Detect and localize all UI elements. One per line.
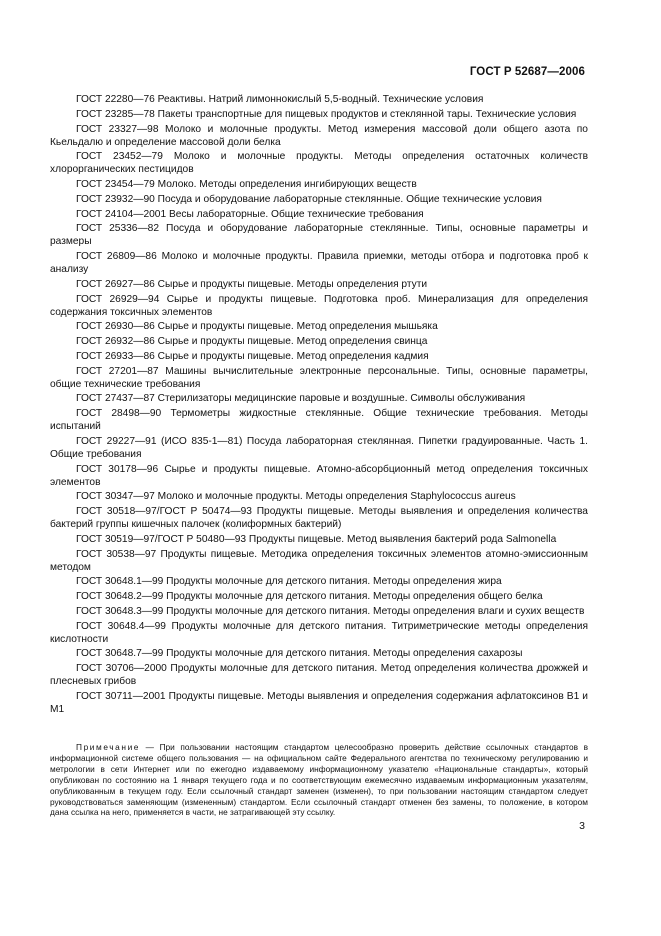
reference-item	[50, 606, 588, 619]
reference-item	[50, 124, 588, 150]
reference-code: ГОСТ 30178—96	[76, 463, 159, 475]
reference-title: Молоко и молочные продукты. Методы определения остаточных количеств хлорорганических пестицидов	[50, 151, 588, 176]
reference-code: ГОСТ 30519—97/ГОСТ Р 50480—93	[76, 533, 247, 545]
reference-code: ГОСТ 30706—2000	[76, 663, 167, 675]
reference-code: ГОСТ 30648.4—99	[76, 620, 166, 632]
reference-title: Весы лабораторные. Общие технические требования	[168, 208, 424, 220]
reference-item	[50, 223, 588, 249]
reference-title: Продукты пищевые. Метод выявления бактерий рода Salmonella	[248, 533, 557, 545]
reference-title: Молоко и молочные продукты. Методы определения Staphylococcus aureus	[157, 491, 516, 503]
reference-item	[50, 251, 588, 277]
reference-item	[50, 366, 588, 392]
reference-item	[50, 209, 588, 222]
reference-title: Продукты пищевые. Методика определения токсичных элементов атомно-эмиссионным методом	[50, 548, 588, 573]
reference-code: ГОСТ 26933—86	[76, 350, 155, 362]
reference-title: Машины вычислительные электронные персональные. Типы, основные параметры, общие технические требования	[50, 365, 588, 390]
reference-code: ГОСТ 23327—98	[76, 123, 159, 135]
reference-item	[50, 534, 588, 547]
reference-item	[50, 491, 588, 504]
reference-code: ГОСТ 29227—91 (ИСО 835-1—81)	[76, 435, 243, 447]
note-text: — При пользовании настоящим стандартом целесообразно проверить действие ссылочных стандартов в информационной системе общего пользования — на официальном сайте Федерального агентства по техническому регулированию и метрологии в сети Интернет или по ежегодно издаваемому информационному указателю «Национальные стандарты», который опубликован по состоянию на 1 января текущего года и по соответствующим ежемесячно издаваемым информационным указателям, опубликованным в текущем году. Если ссылочный стандарт заменен (изменен), то при пользовании настоящим стандартом следует руководствоваться заменяющим (измененным) стандартом. Если ссылочный стандарт отменен без замены, то положение, в котором дана ссылка на него, применяется в части, не затрагивающей эту ссылку.	[50, 742, 588, 818]
reference-item	[50, 408, 588, 434]
reference-code: ГОСТ 30538—97	[76, 548, 157, 560]
reference-code: ГОСТ 23454—79	[76, 179, 155, 190]
reference-title: Посуда и оборудование лабораторные стеклянные. Типы, основные параметры и размеры	[50, 223, 589, 248]
reference-code: ГОСТ 30711—2001	[76, 690, 166, 702]
reference-code: ГОСТ 25336—82	[76, 223, 159, 235]
reference-title: Реактивы. Натрий лимоннокислый 5,5-водный. Технические условия	[157, 94, 484, 105]
reference-code: ГОСТ 24104—2001	[76, 208, 167, 220]
reference-code: ГОСТ 26930—86	[76, 321, 155, 333]
reference-item	[50, 621, 588, 647]
reference-title: Посуда лабораторная стеклянная. Пипетки градуированные. Часть 1. Общие требования	[50, 435, 588, 460]
reference-title: Продукты молочные для детского питания. Методы определения влаги и сухих веществ	[166, 605, 585, 617]
reference-code: ГОСТ 23285—78	[76, 108, 155, 120]
reference-item	[50, 506, 588, 532]
reference-item	[50, 549, 588, 575]
reference-title: Сырье и продукты пищевые. Подготовка проб. Минерализация для определения содержания токсичных элементов	[50, 293, 588, 318]
reference-title: Продукты пищевые. Методы выявления и определения количества бактерий группы кишечных палочек (колиформных бактерий)	[50, 506, 588, 530]
reference-code: ГОСТ 22280—76	[76, 94, 155, 105]
reference-title: Продукты молочные для детского питания. Методы определения общего белка	[166, 591, 543, 603]
reference-item	[50, 464, 588, 490]
reference-item	[50, 691, 588, 717]
reference-item	[50, 321, 588, 334]
reference-code: ГОСТ 30648.2—99	[76, 591, 164, 603]
reference-title: Посуда и оборудование лабораторные стеклянные. Общие технические условия	[157, 193, 542, 205]
reference-item	[50, 436, 588, 462]
reference-title: Продукты пищевые. Методы выявления и определения содержания афлатоксинов В1 и М1	[50, 690, 588, 715]
reference-code: ГОСТ 26932—86	[76, 336, 155, 348]
page-header-standard: ГОСТ Р 52687—2006	[469, 66, 585, 78]
reference-code: ГОСТ 28498—90	[76, 408, 162, 420]
reference-code: ГОСТ 27437—87	[76, 393, 155, 405]
reference-item	[50, 279, 588, 292]
reference-item	[50, 393, 588, 406]
normative-references-list	[50, 94, 588, 719]
reference-title: Сырье и продукты пищевые. Метод определения мышьяка	[157, 321, 438, 333]
reference-item	[50, 576, 588, 589]
reference-title: Сырье и продукты пищевые. Атомно-абсорбционный метод определения токсичных элементов	[50, 463, 588, 488]
reference-code: ГОСТ 26927—86	[76, 278, 155, 290]
reference-title: Продукты молочные для детского питания. Методы определения сахарозы	[166, 648, 523, 660]
reference-title: Пакеты транспортные для пищевых продуктов и стеклянной тары. Технические условия	[157, 108, 577, 120]
reference-title: Продукты молочные для детского питания. Метод определения количества дрожжей и плесневых грибов	[50, 663, 588, 688]
reference-item	[50, 179, 588, 192]
reference-title: Сырье и продукты пищевые. Метод определения кадмия	[157, 350, 429, 362]
reference-item	[50, 591, 588, 604]
reference-title: Молоко. Методы определения ингибирующих веществ	[157, 179, 417, 190]
reference-item	[50, 351, 588, 364]
reference-code: ГОСТ 30347—97	[76, 491, 155, 503]
reference-code: ГОСТ 23932—90	[76, 193, 155, 205]
reference-title: Стерилизаторы медицинские паровые и воздушные. Символы обслуживания	[157, 393, 526, 405]
reference-code: ГОСТ 30648.1—99	[76, 576, 164, 588]
reference-item	[50, 151, 588, 177]
reference-title: Молоко и молочные продукты. Правила приемки, методы отбора и подготовка проб к анализу	[50, 251, 588, 275]
reference-title: Термометры жидкостные стеклянные. Общие технические требования. Методы испытаний	[50, 408, 588, 433]
reference-item	[50, 194, 588, 207]
reference-title: Сырье и продукты пищевые. Метод определения свинца	[157, 336, 428, 348]
reference-item	[50, 94, 588, 107]
reference-code: ГОСТ 30648.3—99	[76, 605, 164, 617]
reference-code: ГОСТ 26929—94	[76, 293, 160, 305]
reference-title: Молоко и молочные продукты. Метод измерения массовой доли общего азота по Кьельдалю и определение массовой доли белка	[50, 123, 588, 148]
reference-item	[50, 109, 588, 122]
reference-code: ГОСТ 30648.7—99	[76, 648, 164, 660]
reference-code: ГОСТ 27201—87	[76, 365, 159, 377]
reference-item	[50, 663, 588, 689]
note-label: Примечание	[76, 742, 141, 752]
reference-item	[50, 294, 588, 320]
reference-code: ГОСТ 30518—97/ГОСТ Р 50474—93	[76, 506, 252, 518]
note-paragraph	[50, 742, 588, 818]
reference-item	[50, 648, 588, 661]
page-number: 3	[579, 820, 585, 832]
reference-title: Сырье и продукты пищевые. Методы определения ртути	[157, 278, 428, 290]
reference-code: ГОСТ 23452—79	[76, 151, 163, 163]
reference-item	[50, 336, 588, 349]
reference-title: Продукты молочные для детского питания. Титриметрические методы определения кислотности	[50, 620, 588, 645]
reference-code: ГОСТ 26809—86	[76, 251, 157, 263]
reference-title: Продукты молочные для детского питания. Методы определения жира	[166, 576, 502, 588]
